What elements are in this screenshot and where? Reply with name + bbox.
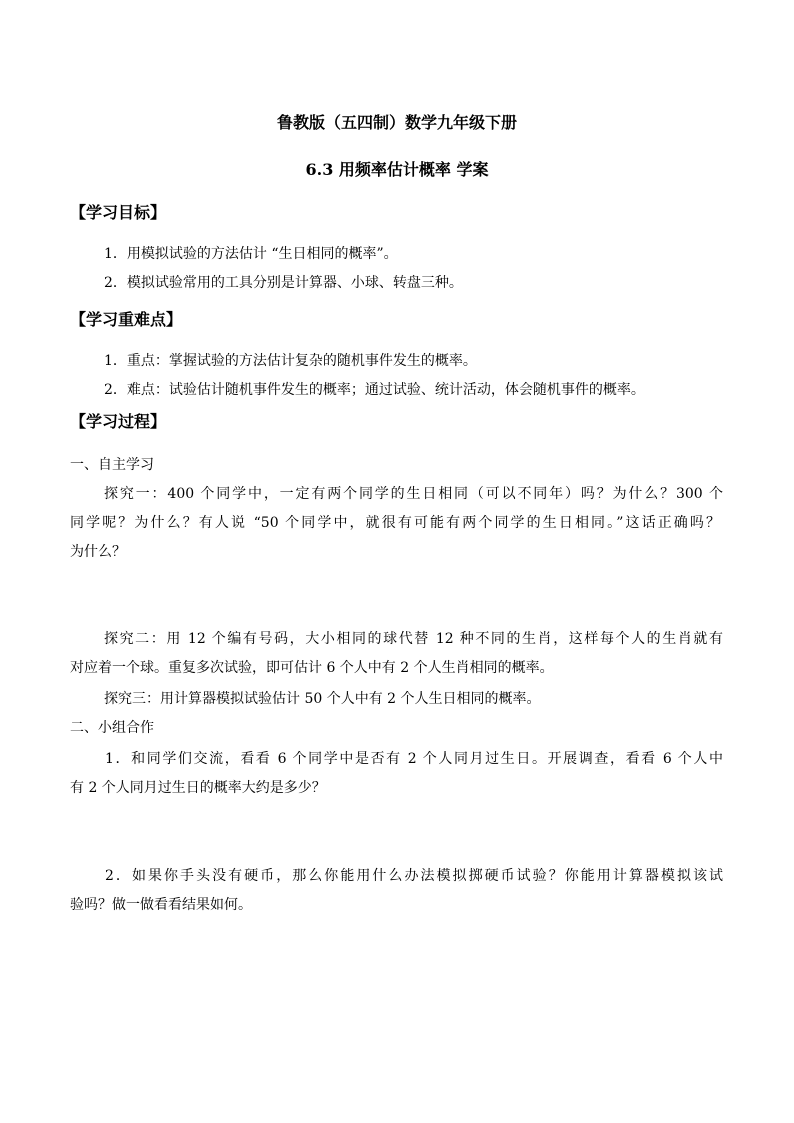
goal-item-1: 1．用模拟试验的方法估计 “生日相同的概率”。 xyxy=(104,246,398,262)
section-heading-process: 【学习过程】 xyxy=(70,412,167,431)
part1-heading: 一、自主学习 xyxy=(70,457,154,473)
explore1-line-1: 探究一：400 个同学中，一定有两个同学的生日相同（可以不同年）吗？为什么？300 个 xyxy=(104,486,723,502)
explore3-line: 探究三：用计算器模拟试验估计 50 个人中有 2 个人生日相同的概率。 xyxy=(104,691,541,707)
task2-line-1: 2．如果你手头没有硬币，那么你能用什么办法模拟掷硬币试验？你能用计算器模拟该试 xyxy=(105,868,723,884)
explore2-line-1: 探究二：用 12 个编有号码，大小相同的球代替 12 种不同的生肖，这样每个人的生肖就有 xyxy=(104,631,723,647)
explore1-line-3: 为什么？ xyxy=(70,544,126,560)
key-point-item-1: 1．重点：掌握试验的方法估计复杂的随机事件发生的概率。 xyxy=(104,353,477,369)
section-heading-key-points: 【学习重难点】 xyxy=(70,310,183,329)
document-subtitle: 6.3 用频率估计概率 学案 xyxy=(305,160,489,179)
task1-line-1: 1．和同学们交流，看看 6 个同学中是否有 2 个人同月过生日。开展调查，看看 6 个人中 xyxy=(105,751,723,767)
key-point-item-2: 2．难点：试验估计随机事件发生的概率；通过试验、统计活动，体会随机事件的概率。 xyxy=(104,382,645,398)
task2-line-2: 验吗？做一做看看结果如何。 xyxy=(70,897,252,913)
task1-line-2: 有 2 个人同月过生日的概率大约是多少？ xyxy=(70,780,326,796)
explore1-line-2: 同学呢？为什么？有人说 “50 个同学中，就很有可能有两个同学的生日相同。”这话正确吗？ xyxy=(70,515,720,531)
goal-item-2: 2．模拟试验常用的工具分别是计算器、小球、转盘三种。 xyxy=(104,275,463,291)
section-heading-goals: 【学习目标】 xyxy=(70,203,167,222)
document-title: 鲁教版（五四制）数学九年级下册 xyxy=(276,113,517,132)
explore2-line-2: 对应着一个球。重复多次试验，即可估计 6 个人中有 2 个人生肖相同的概率。 xyxy=(70,660,554,676)
part2-heading: 二、小组合作 xyxy=(70,720,154,736)
